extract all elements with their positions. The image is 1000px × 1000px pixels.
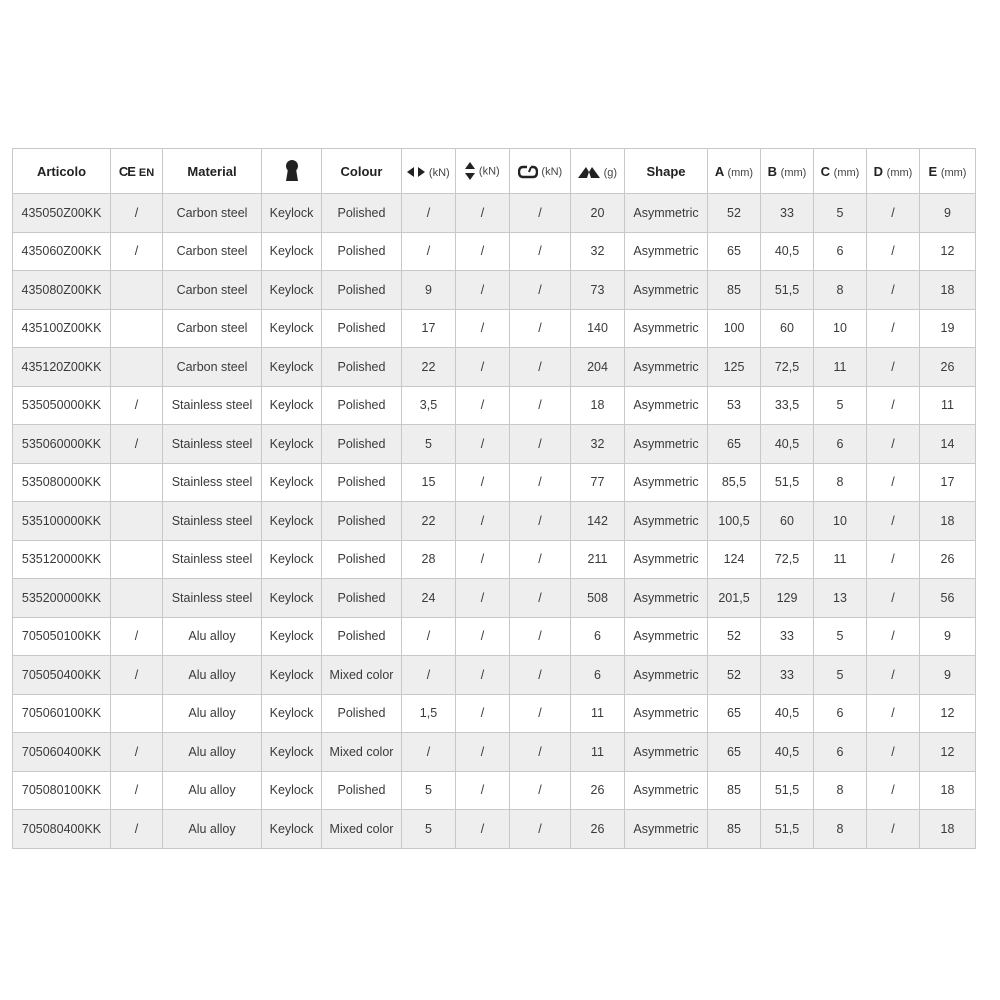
cell-colour: Polished [322, 694, 402, 733]
col-header-colour: Colour [322, 149, 402, 194]
carabiner-open-icon [518, 165, 538, 179]
col-header-e: E (mm) [920, 149, 976, 194]
table-row [13, 348, 976, 387]
cell-articolo: 535100000KK [13, 502, 111, 541]
cell-ce-en [111, 540, 163, 579]
cell-ce-en [111, 502, 163, 541]
cell-shape: Asymmetric [625, 309, 708, 348]
table-row [13, 463, 976, 502]
table-row [13, 425, 976, 464]
cell-weight: 32 [571, 425, 625, 464]
cell-shape: Asymmetric [625, 656, 708, 695]
cell-major-axis: 5 [402, 425, 456, 464]
cell-weight: 204 [571, 348, 625, 387]
cell-colour: Polished [322, 463, 402, 502]
cell-c: 11 [814, 348, 867, 387]
cell-c: 6 [814, 425, 867, 464]
cell-b: 40,5 [761, 733, 814, 772]
cell-d: / [867, 540, 920, 579]
cell-articolo: 705080100KK [13, 771, 111, 810]
col-header-lock [262, 149, 322, 194]
cell-gate-open: / [510, 463, 571, 502]
cell-shape: Asymmetric [625, 540, 708, 579]
cell-a: 125 [708, 348, 761, 387]
cell-ce-en: / [111, 771, 163, 810]
cell-colour: Mixed color [322, 733, 402, 772]
cell-lock: Keylock [262, 271, 322, 310]
cell-minor-axis: / [456, 348, 510, 387]
cell-material: Carbon steel [163, 271, 262, 310]
cell-major-axis: 22 [402, 502, 456, 541]
cell-e: 18 [920, 271, 976, 310]
cell-ce-en: / [111, 194, 163, 233]
cell-gate-open: / [510, 656, 571, 695]
cell-c: 5 [814, 194, 867, 233]
cell-e: 9 [920, 617, 976, 656]
cell-e: 19 [920, 309, 976, 348]
col-header-weight: (g) [571, 149, 625, 194]
cell-colour: Polished [322, 348, 402, 387]
cell-material: Stainless steel [163, 579, 262, 618]
cell-ce-en [111, 348, 163, 387]
cell-e: 26 [920, 348, 976, 387]
cell-a: 65 [708, 733, 761, 772]
table-row [13, 656, 976, 695]
cell-e: 18 [920, 771, 976, 810]
cell-e: 12 [920, 232, 976, 271]
cell-e: 18 [920, 810, 976, 849]
specification-table [12, 148, 976, 849]
table-row [13, 386, 976, 425]
cell-shape: Asymmetric [625, 771, 708, 810]
table-body [13, 194, 976, 849]
cell-b: 33 [761, 194, 814, 233]
cell-c: 8 [814, 463, 867, 502]
cell-d: / [867, 656, 920, 695]
col-header-ce-en [111, 149, 163, 194]
cell-major-axis: / [402, 656, 456, 695]
cell-d: / [867, 579, 920, 618]
table-row [13, 617, 976, 656]
table-row [13, 579, 976, 618]
cell-major-axis: / [402, 733, 456, 772]
cell-minor-axis: / [456, 309, 510, 348]
cell-colour: Polished [322, 540, 402, 579]
cell-minor-axis: / [456, 733, 510, 772]
cell-a: 65 [708, 232, 761, 271]
cell-e: 17 [920, 463, 976, 502]
cell-lock: Keylock [262, 309, 322, 348]
cell-b: 51,5 [761, 810, 814, 849]
cell-d: / [867, 386, 920, 425]
cell-material: Alu alloy [163, 733, 262, 772]
cell-shape: Asymmetric [625, 502, 708, 541]
cell-articolo: 535050000KK [13, 386, 111, 425]
en-label: EN [138, 166, 155, 179]
col-header-articolo: Articolo [13, 149, 111, 194]
cell-gate-open: / [510, 425, 571, 464]
cell-d: / [867, 463, 920, 502]
cell-c: 6 [814, 694, 867, 733]
cell-lock: Keylock [262, 579, 322, 618]
cell-gate-open: / [510, 271, 571, 310]
cell-material: Stainless steel [163, 386, 262, 425]
cell-gate-open: / [510, 771, 571, 810]
table-row [13, 694, 976, 733]
cell-articolo: 435120Z00KK [13, 348, 111, 387]
cell-articolo: 435060Z00KK [13, 232, 111, 271]
cell-a: 65 [708, 694, 761, 733]
cell-a: 65 [708, 425, 761, 464]
cell-e: 56 [920, 579, 976, 618]
cell-colour: Polished [322, 617, 402, 656]
keyhole-icon [285, 160, 299, 182]
cell-gate-open: / [510, 348, 571, 387]
cell-minor-axis: / [456, 194, 510, 233]
cell-weight: 140 [571, 309, 625, 348]
cell-colour: Polished [322, 386, 402, 425]
cell-articolo: 705060400KK [13, 733, 111, 772]
cell-a: 85,5 [708, 463, 761, 502]
cell-articolo: 705050400KK [13, 656, 111, 695]
cell-gate-open: / [510, 232, 571, 271]
cell-d: / [867, 232, 920, 271]
table-row [13, 194, 976, 233]
cell-b: 33 [761, 617, 814, 656]
cell-colour: Polished [322, 271, 402, 310]
cell-colour: Polished [322, 425, 402, 464]
cell-minor-axis: / [456, 386, 510, 425]
cell-weight: 11 [571, 733, 625, 772]
cell-major-axis: 24 [402, 579, 456, 618]
cell-b: 60 [761, 309, 814, 348]
cell-minor-axis: / [456, 271, 510, 310]
cell-weight: 11 [571, 694, 625, 733]
ce-mark: CE [118, 163, 135, 179]
cell-gate-open: / [510, 194, 571, 233]
col-header-material: Material [163, 149, 262, 194]
cell-d: / [867, 694, 920, 733]
cell-articolo: 705080400KK [13, 810, 111, 849]
col-header-a: A (mm) [708, 149, 761, 194]
cell-d: / [867, 425, 920, 464]
cell-a: 100,5 [708, 502, 761, 541]
cell-minor-axis: / [456, 463, 510, 502]
cell-colour: Polished [322, 771, 402, 810]
cell-e: 14 [920, 425, 976, 464]
cell-ce-en [111, 309, 163, 348]
cell-minor-axis: / [456, 771, 510, 810]
cell-d: / [867, 348, 920, 387]
cell-b: 60 [761, 502, 814, 541]
cell-a: 124 [708, 540, 761, 579]
col-header-b: B (mm) [761, 149, 814, 194]
cell-e: 12 [920, 694, 976, 733]
cell-gate-open: / [510, 502, 571, 541]
cell-lock: Keylock [262, 463, 322, 502]
cell-major-axis: / [402, 617, 456, 656]
cell-a: 85 [708, 271, 761, 310]
cell-minor-axis: / [456, 540, 510, 579]
scale-weight-icon [578, 166, 600, 178]
cell-ce-en [111, 463, 163, 502]
cell-weight: 18 [571, 386, 625, 425]
cell-weight: 211 [571, 540, 625, 579]
table-row [13, 271, 976, 310]
cell-articolo: 705050100KK [13, 617, 111, 656]
cell-colour: Mixed color [322, 810, 402, 849]
cell-articolo: 435080Z00KK [13, 271, 111, 310]
cell-colour: Polished [322, 232, 402, 271]
cell-gate-open: / [510, 694, 571, 733]
cell-minor-axis: / [456, 232, 510, 271]
cell-d: / [867, 810, 920, 849]
cell-a: 53 [708, 386, 761, 425]
cell-c: 6 [814, 733, 867, 772]
cell-b: 40,5 [761, 232, 814, 271]
cell-a: 52 [708, 617, 761, 656]
cell-gate-open: / [510, 579, 571, 618]
cell-b: 51,5 [761, 771, 814, 810]
cell-c: 5 [814, 656, 867, 695]
cell-shape: Asymmetric [625, 348, 708, 387]
cell-b: 51,5 [761, 463, 814, 502]
cell-gate-open: / [510, 733, 571, 772]
cell-material: Stainless steel [163, 463, 262, 502]
cell-e: 18 [920, 502, 976, 541]
cell-lock: Keylock [262, 386, 322, 425]
cell-b: 129 [761, 579, 814, 618]
cell-c: 8 [814, 271, 867, 310]
cell-c: 5 [814, 386, 867, 425]
header-row [13, 149, 976, 194]
cell-articolo: 535120000KK [13, 540, 111, 579]
cell-gate-open: / [510, 386, 571, 425]
cell-weight: 77 [571, 463, 625, 502]
cell-major-axis: / [402, 194, 456, 233]
cell-articolo: 535080000KK [13, 463, 111, 502]
cell-material: Stainless steel [163, 540, 262, 579]
cell-major-axis: 9 [402, 271, 456, 310]
cell-c: 13 [814, 579, 867, 618]
cell-shape: Asymmetric [625, 579, 708, 618]
cell-gate-open: / [510, 540, 571, 579]
cell-articolo: 535060000KK [13, 425, 111, 464]
cell-major-axis: 5 [402, 771, 456, 810]
cell-minor-axis: / [456, 502, 510, 541]
cell-ce-en [111, 694, 163, 733]
cell-lock: Keylock [262, 733, 322, 772]
cell-lock: Keylock [262, 617, 322, 656]
cell-articolo: 705060100KK [13, 694, 111, 733]
cell-d: / [867, 194, 920, 233]
cell-b: 72,5 [761, 348, 814, 387]
cell-weight: 6 [571, 656, 625, 695]
cell-material: Alu alloy [163, 656, 262, 695]
cell-b: 33 [761, 656, 814, 695]
cell-shape: Asymmetric [625, 425, 708, 464]
col-header-shape: Shape [625, 149, 708, 194]
cell-lock: Keylock [262, 502, 322, 541]
cell-ce-en: / [111, 617, 163, 656]
cell-gate-open: / [510, 309, 571, 348]
cell-weight: 73 [571, 271, 625, 310]
cell-weight: 142 [571, 502, 625, 541]
cell-colour: Polished [322, 309, 402, 348]
cell-ce-en: / [111, 386, 163, 425]
cell-e: 26 [920, 540, 976, 579]
cell-minor-axis: / [456, 810, 510, 849]
cell-lock: Keylock [262, 194, 322, 233]
cell-gate-open: / [510, 617, 571, 656]
col-header-gate-open: (kN) [510, 149, 571, 194]
cell-weight: 508 [571, 579, 625, 618]
cell-material: Carbon steel [163, 194, 262, 233]
cell-c: 10 [814, 309, 867, 348]
cell-colour: Polished [322, 502, 402, 541]
cell-ce-en: / [111, 656, 163, 695]
cell-articolo: 435050Z00KK [13, 194, 111, 233]
cell-material: Alu alloy [163, 694, 262, 733]
cell-b: 72,5 [761, 540, 814, 579]
col-header-d: D (mm) [867, 149, 920, 194]
cell-major-axis: 5 [402, 810, 456, 849]
cell-material: Stainless steel [163, 425, 262, 464]
cell-material: Carbon steel [163, 232, 262, 271]
cell-major-axis: 28 [402, 540, 456, 579]
col-header-minor-axis: (kN) [456, 149, 510, 194]
cell-weight: 6 [571, 617, 625, 656]
cell-d: / [867, 309, 920, 348]
cell-lock: Keylock [262, 425, 322, 464]
cell-shape: Asymmetric [625, 386, 708, 425]
cell-major-axis: 15 [402, 463, 456, 502]
cell-shape: Asymmetric [625, 271, 708, 310]
cell-c: 10 [814, 502, 867, 541]
vertical-arrows-icon [465, 162, 475, 180]
cell-minor-axis: / [456, 656, 510, 695]
cell-lock: Keylock [262, 232, 322, 271]
cell-material: Carbon steel [163, 348, 262, 387]
cell-ce-en: / [111, 232, 163, 271]
cell-lock: Keylock [262, 348, 322, 387]
horizontal-arrows-icon [407, 167, 425, 177]
table-row [13, 309, 976, 348]
cell-ce-en [111, 579, 163, 618]
cell-d: / [867, 617, 920, 656]
cell-articolo: 435100Z00KK [13, 309, 111, 348]
cell-major-axis: 22 [402, 348, 456, 387]
cell-a: 201,5 [708, 579, 761, 618]
cell-weight: 32 [571, 232, 625, 271]
cell-d: / [867, 733, 920, 772]
cell-shape: Asymmetric [625, 810, 708, 849]
cell-c: 8 [814, 771, 867, 810]
cell-shape: Asymmetric [625, 694, 708, 733]
cell-a: 85 [708, 771, 761, 810]
cell-c: 5 [814, 617, 867, 656]
cell-shape: Asymmetric [625, 733, 708, 772]
cell-lock: Keylock [262, 656, 322, 695]
cell-lock: Keylock [262, 540, 322, 579]
cell-lock: Keylock [262, 810, 322, 849]
cell-ce-en: / [111, 425, 163, 464]
table-row [13, 540, 976, 579]
cell-a: 100 [708, 309, 761, 348]
col-header-c: C (mm) [814, 149, 867, 194]
cell-b: 51,5 [761, 271, 814, 310]
cell-d: / [867, 502, 920, 541]
cell-e: 11 [920, 386, 976, 425]
table-row [13, 502, 976, 541]
cell-e: 9 [920, 194, 976, 233]
cell-gate-open: / [510, 810, 571, 849]
cell-e: 12 [920, 733, 976, 772]
cell-weight: 20 [571, 194, 625, 233]
cell-minor-axis: / [456, 579, 510, 618]
cell-weight: 26 [571, 771, 625, 810]
cell-material: Alu alloy [163, 810, 262, 849]
cell-material: Alu alloy [163, 617, 262, 656]
cell-material: Carbon steel [163, 309, 262, 348]
cell-shape: Asymmetric [625, 232, 708, 271]
table-row [13, 733, 976, 772]
cell-colour: Polished [322, 579, 402, 618]
cell-shape: Asymmetric [625, 463, 708, 502]
table-row [13, 810, 976, 849]
cell-d: / [867, 771, 920, 810]
cell-weight: 26 [571, 810, 625, 849]
cell-b: 33,5 [761, 386, 814, 425]
cell-b: 40,5 [761, 694, 814, 733]
cell-ce-en: / [111, 733, 163, 772]
cell-major-axis: 1,5 [402, 694, 456, 733]
cell-shape: Asymmetric [625, 194, 708, 233]
cell-material: Stainless steel [163, 502, 262, 541]
cell-a: 52 [708, 656, 761, 695]
cell-ce-en [111, 271, 163, 310]
cell-minor-axis: / [456, 617, 510, 656]
cell-colour: Mixed color [322, 656, 402, 695]
cell-colour: Polished [322, 194, 402, 233]
cell-major-axis: / [402, 232, 456, 271]
cell-a: 52 [708, 194, 761, 233]
cell-ce-en: / [111, 810, 163, 849]
cell-e: 9 [920, 656, 976, 695]
col-header-major-axis: (kN) [402, 149, 456, 194]
cell-minor-axis: / [456, 694, 510, 733]
cell-material: Alu alloy [163, 771, 262, 810]
cell-major-axis: 3,5 [402, 386, 456, 425]
cell-d: / [867, 271, 920, 310]
cell-shape: Asymmetric [625, 617, 708, 656]
cell-lock: Keylock [262, 771, 322, 810]
cell-a: 85 [708, 810, 761, 849]
table-row [13, 771, 976, 810]
cell-c: 6 [814, 232, 867, 271]
cell-lock: Keylock [262, 694, 322, 733]
cell-major-axis: 17 [402, 309, 456, 348]
cell-c: 11 [814, 540, 867, 579]
cell-b: 40,5 [761, 425, 814, 464]
cell-articolo: 535200000KK [13, 579, 111, 618]
cell-c: 8 [814, 810, 867, 849]
table-row [13, 232, 976, 271]
cell-minor-axis: / [456, 425, 510, 464]
